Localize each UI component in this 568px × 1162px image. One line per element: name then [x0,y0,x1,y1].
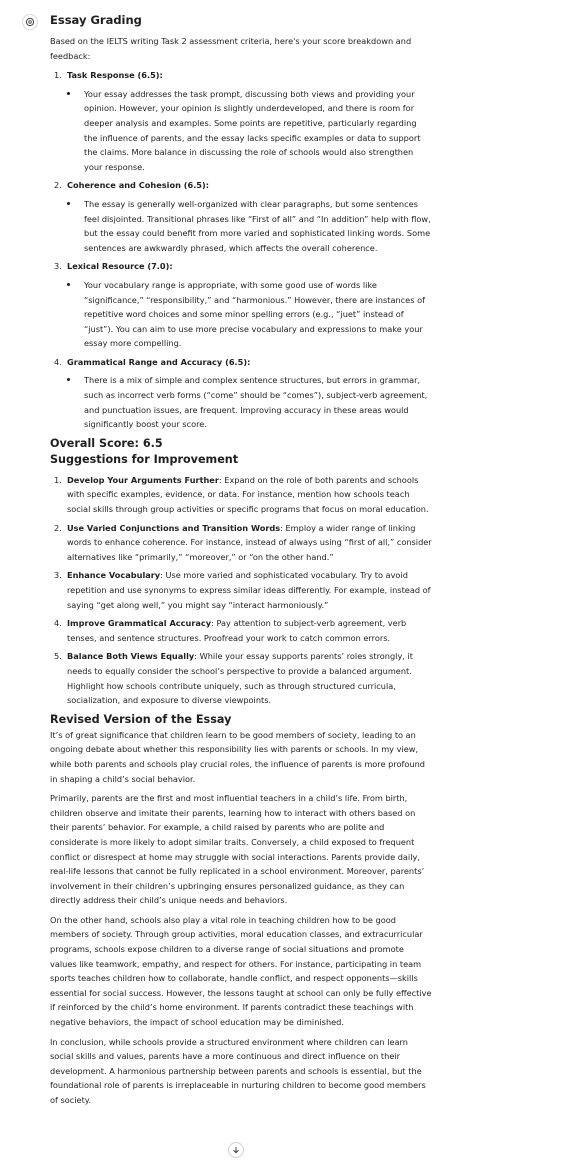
criterion-item: 1. Task Response (6.5): Your essay addresses the task prompt, discussing both views and providing your opinion. However, your opinion is slightly underdeveloped, and there is room for deeper analysis and examples. Some points are repetitive, particularly regarding the influence of parents, and the essay lacks specific examples or data to support the claims. More balance in discussing the role of schools would also strengthen your response. [50,68,432,174]
suggestion-item: 4. Improve Grammatical Accuracy: Pay attention to subject-verb agreement, verb tenses, and sentence structures. Proofread your work to catch common errors. [54,618,407,643]
criterion-title: Grammatical Range and Accuracy (6.5): [67,356,251,367]
scroll-to-bottom-button[interactable] [228,1142,244,1158]
revised-essay-heading: Revised Version of the Essay [50,712,232,726]
assistant-message [50,12,432,1113]
suggestion-text: : Use more varied and sophisticated vocabulary. Try to avoid repetition and use synonyms to express similar ideas differently. For example, instead of saying “get along well,” you might say “interact harmoniously.” [67,570,431,610]
assistant-logo-icon [22,14,38,30]
suggestion-title: Use Varied Conjunctions and Transition Words [67,522,281,533]
criterion-feedback: Your essay addresses the task prompt, discussing both views and providing your opinion. However, your opinion is slightly underdeveloped, and there is room for deeper analysis and examples. Some points are repetitive, particularly regarding the influence of parents, and the essay lacks specific examples or data to support the claims. More balance in discussing the role of schools would also strengthen your response. [84,88,421,172]
criterion-feedback: Your vocabulary range is appropriate, with some good use of words like “significance,” “responsibility,” and “harmonious.” However, there are instances of repetitive word choices and some minor spelling errors (e.g., “juet” instead of “just”). You can aim to use more precise vocabulary and expressions to make your essay more compelling. [84,279,425,349]
overall-score: Overall Score: 6.5 [50,436,163,450]
criterion-item: 4. Grammatical Range and Accuracy (6.5): There is a mix of simple and complex sentence structures, but errors in grammar, such as incorrect verb forms (“come” should be “comes”), subject-verb agreement, and punctuation issues, are frequent. Improving accuracy in these areas would significantly boost your score. [50,355,432,432]
suggestion-text: : Pay attention to subject-verb agreement, verb tenses, and sentence structures. Proofread your work to catch common errors. [67,618,407,643]
suggestion-text: : Employ a wider range of linking words to enhance coherence. For instance, instead of always using “first of all,” consider alternatives like “primarily,” “moreover,” or “on the other hand.” [67,522,432,562]
criterion-feedback: There is a mix of simple and complex sentence structures, but errors in grammar, such as incorrect verb forms (“come” should be “comes”), subject-verb agreement, and punctuation issues, are frequent. Improving accuracy in these areas would significantly boost your score. [84,375,428,430]
essay-paragraph: Primarily, parents are the first and most influential teachers in a child’s life. From birth, children observe and imitate their parents, learning how to interact with others based on their parents’ behavior. For example, a child raised by parents who are polite and considerate is more likely to adopt similar traits. Conversely, a child exposed to frequent conflict or disrespect at home may struggle with social interactions. Parents provide daily, real-life lessons that cannot be fully replicated in a school environment. Moreover, parents’ involvement in their children’s upbringing ensures personalized guidance, as they can directly address their child’s unique needs and behaviors. [50,793,425,906]
suggestion-item: 2. Use Varied Conjunctions and Transition Words: Employ a wider range of linking words to enhance coherence. For instance, instead of always using “first of all,” consider alternatives like “primarily,” “moreover,” or “on the other hand.” [54,522,432,562]
suggestions-heading: Suggestions for Improvement [50,452,239,466]
essay-paragraph: In conclusion, while schools provide a structured environment where children can learn social skills and values, parents have a more continuous and direct influence on their development. A harmonious partnership between parents and schools is essential, but the foundational role of parents is irreplaceable in nurturing children to become good members of society. [50,1036,426,1105]
criteria-list [50,68,432,432]
criterion-feedback: The essay is generally well-organized with clear paragraphs, but some sentences feel disjointed. Transitional phrases like “First of all” and “In addition” help with flow, but the essay could benefit from more varied and sophisticated linking words. Some sentences are awkwardly phrased, which affects the overall coherence. [84,198,431,253]
suggestion-title: Balance Both Views Equally [67,651,195,662]
suggestion-title: Develop Your Arguments Further [67,474,219,485]
criterion-item: 2. Coherence and Cohesion (6.5): The essay is generally well-organized with clear paragraphs, but some sentences feel disjointed. Transitional phrases like “First of all” and “In addition” help with flow, but the essay could benefit from more varied and sophisticated linking words. Some sentences are awkwardly phrased, which affects the overall coherence. [50,178,432,255]
suggestion-item: 3. Enhance Vocabulary: Use more varied and sophisticated vocabulary. Try to avoid repetition and use synonyms to express similar ideas differently. For example, instead of saying “get along well,” you might say “interact harmoniously.” [54,570,431,610]
suggestion-item: 1. Develop Your Arguments Further: Expand on the role of both parents and schools with specific examples, evidence, or data. For instance, mention how schools teach social skills through group activities or specific programs that focus on moral education. [54,474,429,515]
intro-text: Based on the IELTS writing Task 2 assessment criteria, here's your score breakdown and feedback: [50,36,412,61]
suggestion-item: 5. Balance Both Views Equally: While your essay supports parents’ roles strongly, it needs to equally consider the school’s perspective to provide a balanced argument. Highlight how schools contribute uniquely, such as through structured curricula, socialization, and exposure to diverse viewpoints. [54,651,413,706]
bullet [50,87,84,175]
suggestions-list [50,473,432,708]
message-title: Essay Grading [50,13,142,27]
suggestion-title: Enhance Vocabulary [67,570,161,581]
bullet [50,197,84,255]
bullet [50,373,84,431]
arrow-down-icon [232,1146,240,1154]
criterion-item: 3. Lexical Resource (7.0): Your vocabulary range is appropriate, with some good use of words like “significance,” “responsibility,” and “harmonious.” However, there are instances of repetitive word choices and some minor spelling errors (e.g., “juet” instead of “just”). You can aim to use more precise vocabulary and expressions to make your essay more compelling. [50,259,432,351]
criterion-title: Lexical Resource (7.0): [67,261,173,272]
suggestion-text: : While your essay supports parents’ roles strongly, it needs to equally consider the school’s perspective to provide a balanced argument. Highlight how schools contribute uniquely, such as through structured curricula, socialization, and exposure to diverse viewpoints. [67,651,413,706]
essay-paragraph: It’s of great significance that children learn to be good members of society, leading to an ongoing debate about whether this responsibility lies with parents or schools. In my view, while both parents and schools play crucial roles, the influence of parents is more profound in shaping a child’s social behavior. [50,729,425,784]
bullet [50,278,84,351]
essay-paragraph: On the other hand, schools also play a vital role in teaching children how to be good members of society. Through group activities, moral education classes, and extracurricular programs, schools expose children to a diverse range of social situations and promote values like teamwork, empathy, and respect for others. For instance, participating in team sports teaches children how to collaborate, handle conflict, and respect opponents—skills essential for social success. However, the lessons taught at school can only be fully effective if reinforced by the child’s home environment. If parents contradict these teachings with negative behaviors, the impact of school education may be diminished. [50,914,432,1028]
criterion-title: Coherence and Cohesion (6.5): [67,180,210,191]
suggestion-title: Improve Grammatical Accuracy [67,618,212,629]
suggestion-text: : Expand on the role of both parents and schools with specific examples, evidence, or data. For instance, mention how schools teach social skills through group activities or specific programs that focus on moral education. [67,474,429,515]
criterion-title: Task Response (6.5): [67,70,163,81]
